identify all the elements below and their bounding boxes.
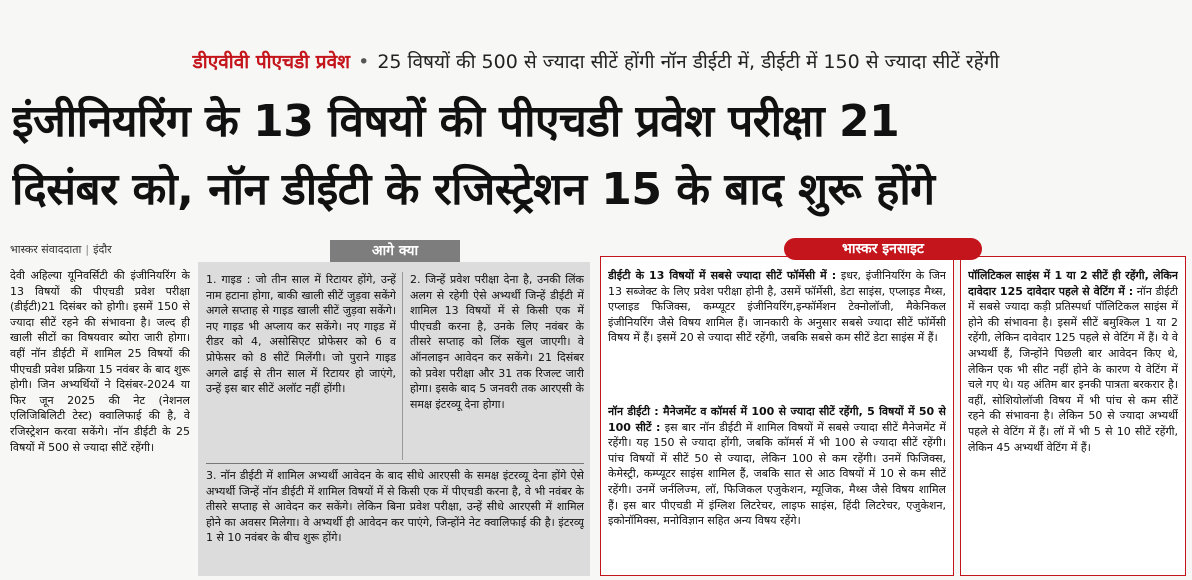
- kicker-dot: •: [358, 51, 370, 73]
- insight-paragraph-2-text: इस बार नॉन डीईटी में शामिल विषयों में सबसे ज्यादा सीटें मैनेजमेंट में रहेंगी। यह 150 से ज्यादा होंगी, जबकि कॉमर्स में भी 100 से ज्यादा सीटें रहेंगी। पांच विषयों में सीटें 50 से ज्यादा, लेकिन 100 से कम रहेंगी। उनमें फिजिक्स, केमेस्ट्री, कम्प्यूटर साइंस शामिल हैं, जबकि सात से आठ विषयों में 10 से कम सीटें रहेंगी। उनमें जर्नलिज्म, लॉ, फिजिकल एजुकेशन, म्यूजिक, मैथ्स जैसे विषय शामिल हैं। इस बार पीएचडी में इंग्लिश लिटरेचर, लाइफ साइंस, हिंदी लिटरेचर, एजुकेशन, इकोनॉमिक्स, मनोविज्ञान सहित अन्य विषय रहेंगे।: [608, 420, 946, 528]
- aage-kya-point-1: 1. गाइड : जो तीन साल में रिटायर होंगे, उन्हें नाम हटाना होगा, बाकी खाली सीटें जुड़वा सकेंगे अगले सप्ताह से गाइड खाली सीटें जुड़वा सकेंगे। नए गाइड भी अप्लाय कर सकेंगे। नए गाइड में रीडर को 4, असोसिएट प्रोफेसर को 6 व प्रोफेसर को 8 सीटें मिलेंगी। जो पुराने गाइड अगले ढाई से तीन साल में रिटायर हो जाएंगे, उन्हें इस बार सीटें अलॉट नहीं होंगी।: [206, 273, 396, 396]
- insight-sidebar: [968, 268, 1178, 572]
- insight-paragraph-1: [608, 268, 946, 398]
- lead-paragraph: देवी अहिल्या यूनिवर्सिटी की इंजीनियरिंग के 13 विषयों की पीएचडी प्रवेश परीक्षा (डीईटी)21 दिसंबर को होगी। इसमें 150 से ज्यादा सीटें रहने की संभावना है। जल्द ही खाली सीटों का विषयवार ब्योरा जारी होगा। वहीं नॉन डीईटी में शामिल 25 विषयों की पीएचडी प्रवेश प्रक्रिया 15 नवंबर के बाद शुरू होगी। जिन अभ्यर्थियों ने दिसंबर-2024 या फिर जून 2025 की नेट (नेशनल एलिजिबिलिटी टेस्ट) क्वालिफाई की है, वे रजिस्ट्रेशन करवा सकेंगे। नॉन डीईटी के 25 विषयों में 500 से ज्यादा सीटें रहेंगी।: [10, 269, 190, 454]
- kicker-line: [0, 42, 1192, 82]
- kicker-label: डीएवीवी पीएचडी प्रवेश: [192, 51, 351, 73]
- insight-paragraph-1-text: इधर, इंजीनियरिंग के जिन 13 सब्जेक्ट के लिए प्रवेश परीक्षा होनी है, उसमें फॉर्मेसी, डेटा साइंस, एप्लाइड मैथ्स, एप्लाइड फिजिक्स, कम्प्यूटर इंजीनियरिंग,इन्फॉर्मेशन टेक्नोलॉजी, मैकेनिकल इंजीनियरिंग जैसे विषय शामिल हैं। जानकारी के अनुसार सबसे ज्यादा सीटें फॉर्मेसी विषय में हैं। इसमें 20 से ज्यादा सीटें रहेंगी, जबकि सबसे कम सीटें डेटा साइंस में हैं।: [608, 269, 946, 345]
- aage-kya-point-2: 2. जिन्हें प्रवेश परीक्षा देना है, उनकी लिंक अलग से रहेगी ऐसे अभ्यर्थी जिन्हें डीईटी में शामिल 13 विषयों में से किसी एक में पीएचडी करना है, उनके लिए नवंबर के तीसरे सप्ताह को लिंक खुल जाएगी। वे ऑनलाइन आवेदन कर सकेंगे। 21 दिसंबर को प्रवेश परीक्षा और 31 तक रिजल्ट जारी होगा। इसके बाद 5 जनवरी तक आरएसी के समक्ष इंटरव्यू देना होगा।: [410, 273, 584, 411]
- byline-city: इंदौर: [93, 243, 112, 256]
- byline-separator: |: [85, 243, 90, 256]
- insight-paragraph-2-heading: नॉन डीईटी : मैनेजमेंट व कॉमर्स में 100 से ज्यादा सीटें रहेंगी, 5 विषयों में 50 से 100 सीटें :: [608, 405, 946, 434]
- aage-kya-badge: आगे क्या: [330, 240, 460, 262]
- kicker-text: 25 विषयों की 500 से ज्यादा सीटें होंगी नॉन डीईटी में, डीईटी में 150 से ज्यादा सीटें रहेंगी: [377, 51, 1000, 73]
- byline: [10, 240, 190, 260]
- aage-kya-point-3: 3. नॉन डीईटी में शामिल अभ्यर्थी आवेदन के बाद सीधे आरएसी के समक्ष इंटरव्यू देना होंगे ऐसे अभ्यर्थी जिन्हें नॉन डीईटी में शामिल विषयों में से किसी एक में पीएचडी करना है, वे भी नवंबर के तीसरे सप्ताह से आवेदन कर सकेंगे। लेकिन बिना प्रवेश परीक्षा, उन्हें सीधे आरएसी में शामिल होने का अवसर मिलेगा। वे अभ्यर्थी ही आवेदन कर पाएंगे, जिन्होंने नेट क्वालिफाई की है। इंटरव्यू 1 से 10 नवंबर के बीच शुरू होंगे।: [206, 469, 584, 545]
- insight-paragraph-2: [608, 404, 946, 572]
- aage-kya-column-divider: [402, 272, 403, 460]
- byline-reporter: भास्कर संवाददाता: [10, 243, 82, 256]
- aage-kya-divider: [206, 463, 584, 464]
- headline-line-1: इंजीनियरिंग के 13 विषयों की पीएचडी प्रवेश परीक्षा 21: [12, 96, 900, 147]
- insight-sidebar-text: नॉन डीईटी में सबसे ज्यादा कड़ी प्रतिस्पर्धा पॉलिटिकल साइंस में होने की संभावना है। इसमें सीटें बमुश्किल 1 या 2 रहेंगी, लेकिन दावेदार 125 पहले से वेटिंग में हैं। ये वे अभ्यर्थी हैं, जिन्होंने पिछली बार आवेदन किए थे, लेकिन एक भी सीट नहीं होने के कारण ये वेटिंग में चले गए थे। यह अंतिम बार इनकी पात्रता बरकरार है। वहीं, सोशियोलॉजी विषय में भी पांच से कम सीटें रहने की संभावना है। लेकिन 50 से ज्यादा अभ्यर्थी पहले से वेटिंग में हैं। लॉ में भी 5 से 10 सीटें रहेंगी, लेकिन 45 अभ्यर्थी वेटिंग में हैं।: [968, 284, 1178, 454]
- insight-badge: भास्कर इनसाइट: [784, 238, 982, 260]
- headline-line-2: दिसंबर को, नॉन डीईटी के रजिस्ट्रेशन 15 के बाद शुरू होंगे: [12, 164, 935, 215]
- insight-sidebar-heading: पॉलिटिकल साइंस में 1 या 2 सीटें ही रहेंगी, लेकिन दावेदार 125 दावेदार पहले से वेटिंग में :: [968, 269, 1178, 298]
- insight-paragraph-1-heading: डीईटी के 13 विषयों में सबसे ज्यादा सीटें फॉर्मेसी में :: [608, 269, 837, 282]
